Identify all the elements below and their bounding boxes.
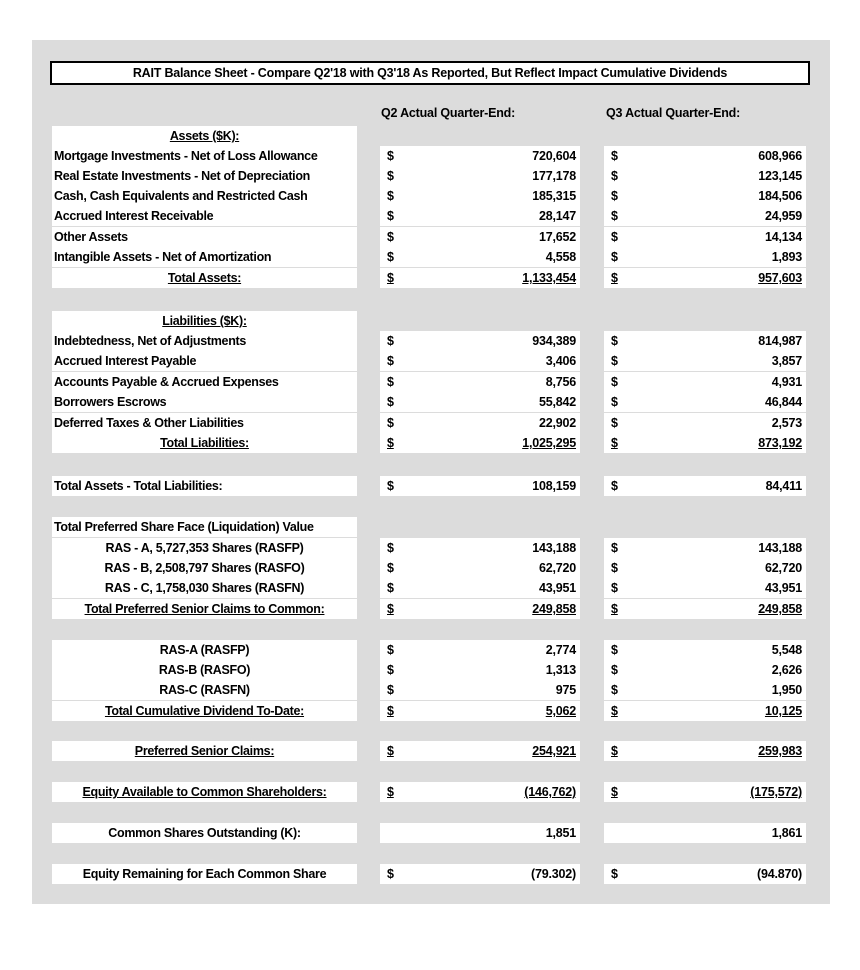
shares-outstanding-row-label: Common Shares Outstanding (K): <box>52 823 357 843</box>
preferred-row-q2-cell <box>380 558 580 578</box>
currency-symbol: $ <box>387 436 394 450</box>
currency-symbol: $ <box>611 643 618 657</box>
preferred-row-label: RAS - B, 2,508,797 Shares (RASFO) <box>52 558 357 578</box>
currency-symbol: $ <box>387 479 394 493</box>
currency-symbol: $ <box>611 683 618 697</box>
liability-row-q3-value: 814,987 <box>758 334 802 348</box>
currency-symbol: $ <box>611 271 618 285</box>
currency-symbol: $ <box>387 250 394 264</box>
currency-symbol: $ <box>611 209 618 223</box>
preferred-header-label: Total Preferred Share Face (Liquidation) Value <box>52 517 357 537</box>
liability-row-label: Borrowers Escrows <box>52 392 357 412</box>
currency-symbol: $ <box>611 541 618 555</box>
currency-symbol: $ <box>611 704 618 718</box>
equity-common-row-q3-value: (175,572) <box>750 785 802 799</box>
dividend-row-q3-cell <box>604 660 806 680</box>
asset-row-q3-value: 24,959 <box>764 209 802 223</box>
asset-row-label: Other Assets <box>52 227 357 247</box>
asset-row-label: Real Estate Investments - Net of Depreciation <box>52 166 357 186</box>
currency-symbol: $ <box>611 416 618 430</box>
net-assets-row-q2-cell <box>380 476 580 496</box>
preferred-row-q3-cell <box>604 538 806 558</box>
asset-row-q2-value: 4,558 <box>545 250 576 264</box>
asset-row-q2-value: 177,178 <box>532 169 576 183</box>
asset-row-label: Mortgage Investments - Net of Loss Allowance <box>52 146 357 166</box>
liability-row-q3-cell <box>604 372 806 392</box>
liability-row-label: Deferred Taxes & Other Liabilities <box>52 413 357 433</box>
equity-common-row-label: Equity Available to Common Shareholders: <box>52 782 357 802</box>
currency-symbol: $ <box>387 169 394 183</box>
currency-symbol: $ <box>387 149 394 163</box>
liability-row-q2-value: 55,842 <box>538 395 576 409</box>
currency-symbol: $ <box>611 169 618 183</box>
asset-row-q3-value: 123,145 <box>758 169 802 183</box>
total-assets-row-q2-value: 1,133,454 <box>522 271 576 285</box>
currency-symbol: $ <box>611 744 618 758</box>
currency-symbol: $ <box>611 189 618 203</box>
total-assets-row-q3-cell <box>604 268 806 288</box>
total-dividend-row-q2-value: 5,062 <box>545 704 576 718</box>
currency-symbol: $ <box>387 561 394 575</box>
preferred-row-q3-value: 43,951 <box>764 581 802 595</box>
preferred-row-q2-value: 43,951 <box>538 581 576 595</box>
asset-row-q2-value: 720,604 <box>532 149 576 163</box>
preferred-row-q2-cell <box>380 538 580 558</box>
liability-row-label: Accounts Payable & Accrued Expenses <box>52 372 357 392</box>
total-liabilities-row-q2-value: 1,025,295 <box>522 436 576 450</box>
preferred-row-q3-cell <box>604 578 806 598</box>
liability-row-label: Indebtedness, Net of Adjustments <box>52 331 357 351</box>
shares-outstanding-row-q2-cell <box>380 823 580 843</box>
asset-row-q3-value: 1,893 <box>771 250 802 264</box>
dividend-row-label: RAS-B (RASFO) <box>52 660 357 680</box>
asset-row-q2-cell <box>380 146 580 166</box>
asset-row-label: Cash, Cash Equivalents and Restricted Cash <box>52 186 357 206</box>
liability-row-q3-cell <box>604 331 806 351</box>
net-assets-row-q2-value: 108,159 <box>532 479 576 493</box>
asset-row-q2-cell <box>380 166 580 186</box>
senior-claims-row-q3-cell <box>604 741 806 761</box>
dividend-row-q3-cell <box>604 640 806 660</box>
per-share-row-q3-cell <box>604 864 806 884</box>
asset-row-q2-cell <box>380 206 580 226</box>
currency-symbol: $ <box>387 867 394 881</box>
total-preferred-row-q2-cell <box>380 599 580 619</box>
dividend-row-q3-cell <box>604 680 806 700</box>
dividend-row-q2-value: 1,313 <box>545 663 576 677</box>
liability-row-q3-cell <box>604 351 806 371</box>
liability-row-q2-cell <box>380 372 580 392</box>
liability-row-q2-cell <box>380 351 580 371</box>
liability-row-label: Accrued Interest Payable <box>52 351 357 371</box>
column-header-q2: Q2 Actual Quarter-End: <box>381 106 516 120</box>
currency-symbol: $ <box>611 230 618 244</box>
currency-symbol: $ <box>611 436 618 450</box>
currency-symbol: $ <box>387 785 394 799</box>
asset-row-q3-value: 184,506 <box>758 189 802 203</box>
currency-symbol: $ <box>387 602 394 616</box>
equity-common-row-q3-cell <box>604 782 806 802</box>
currency-symbol: $ <box>387 683 394 697</box>
currency-symbol: $ <box>387 230 394 244</box>
total-assets-row-label: Total Assets: <box>52 268 357 288</box>
senior-claims-row-q2-cell <box>380 741 580 761</box>
currency-symbol: $ <box>387 271 394 285</box>
net-assets-row-q3-cell <box>604 476 806 496</box>
currency-symbol: $ <box>611 250 618 264</box>
senior-claims-row-label: Preferred Senior Claims: <box>52 741 357 761</box>
asset-row-q2-cell <box>380 186 580 206</box>
total-dividend-row-label: Total Cumulative Dividend To-Date: <box>52 701 357 721</box>
currency-symbol: $ <box>611 375 618 389</box>
asset-row-label: Accrued Interest Receivable <box>52 206 357 226</box>
equity-common-row-q2-cell <box>380 782 580 802</box>
shares-outstanding-row-q3-cell <box>604 823 806 843</box>
currency-symbol: $ <box>611 354 618 368</box>
currency-symbol: $ <box>387 643 394 657</box>
asset-row-q3-cell <box>604 206 806 226</box>
currency-symbol: $ <box>387 375 394 389</box>
currency-symbol: $ <box>387 744 394 758</box>
liability-row-q2-value: 934,389 <box>532 334 576 348</box>
liability-row-q3-cell <box>604 392 806 412</box>
dividend-row-q3-value: 1,950 <box>771 683 802 697</box>
preferred-row-q3-cell <box>604 558 806 578</box>
dividend-row-q2-value: 2,774 <box>545 643 576 657</box>
asset-row-q2-value: 17,652 <box>538 230 576 244</box>
total-liabilities-row-label: Total Liabilities: <box>52 433 357 453</box>
currency-symbol: $ <box>387 663 394 677</box>
liability-row-q3-value: 3,857 <box>771 354 802 368</box>
dividend-row-q3-value: 2,626 <box>771 663 802 677</box>
senior-claims-row-q3-value: 259,983 <box>758 744 802 758</box>
asset-row-q3-cell <box>604 227 806 247</box>
total-preferred-row-q2-value: 249,858 <box>532 602 576 616</box>
per-share-row-q3-value: (94.870) <box>757 867 802 881</box>
asset-row-q2-value: 185,315 <box>532 189 576 203</box>
liability-row-q3-value: 46,844 <box>764 395 802 409</box>
liability-row-q2-cell <box>380 392 580 412</box>
asset-row-q2-cell <box>380 247 580 267</box>
liability-row-q2-value: 8,756 <box>545 375 576 389</box>
liability-row-q3-cell <box>604 413 806 433</box>
total-dividend-row-q3-value: 10,125 <box>764 704 802 718</box>
currency-symbol: $ <box>387 541 394 555</box>
currency-symbol: $ <box>387 581 394 595</box>
liabilities-header-label: Liabilities ($K): <box>52 311 357 331</box>
asset-row-q3-value: 14,134 <box>764 230 802 244</box>
total-liabilities-row-q2-cell <box>380 433 580 453</box>
total-assets-row-q3-value: 957,603 <box>758 271 802 285</box>
asset-row-q3-cell <box>604 186 806 206</box>
currency-symbol: $ <box>387 209 394 223</box>
asset-row-label: Intangible Assets - Net of Amortization <box>52 247 357 267</box>
dividend-row-label: RAS-A (RASFP) <box>52 640 357 660</box>
dividend-row-q2-value: 975 <box>555 683 576 697</box>
sheet-title: RAIT Balance Sheet - Compare Q2'18 with Q3'18 As Reported, But Reflect Impact Cumulative Dividends <box>50 61 810 85</box>
total-preferred-row-q3-value: 249,858 <box>758 602 802 616</box>
preferred-row-q2-cell <box>380 578 580 598</box>
currency-symbol: $ <box>611 395 618 409</box>
currency-symbol: $ <box>611 561 618 575</box>
preferred-row-label: RAS - C, 1,758,030 Shares (RASFN) <box>52 578 357 598</box>
dividend-row-q2-cell <box>380 660 580 680</box>
senior-claims-row-q2-value: 254,921 <box>532 744 576 758</box>
column-header-q3: Q3 Actual Quarter-End: <box>606 106 741 120</box>
liability-row-q3-value: 4,931 <box>771 375 802 389</box>
currency-symbol: $ <box>387 416 394 430</box>
liability-row-q2-value: 22,902 <box>538 416 576 430</box>
per-share-row-q2-cell <box>380 864 580 884</box>
shares-outstanding-row-q2-value: 1,851 <box>545 826 576 840</box>
asset-row-q3-cell <box>604 166 806 186</box>
preferred-row-q3-value: 143,188 <box>758 541 802 555</box>
total-liabilities-row-q3-cell <box>604 433 806 453</box>
preferred-row-q3-value: 62,720 <box>764 561 802 575</box>
asset-row-q3-value: 608,966 <box>758 149 802 163</box>
currency-symbol: $ <box>387 354 394 368</box>
preferred-row-label: RAS - A, 5,727,353 Shares (RASFP) <box>52 538 357 558</box>
total-dividend-row-q2-cell <box>380 701 580 721</box>
shares-outstanding-row-q3-value: 1,861 <box>771 826 802 840</box>
dividend-row-q2-cell <box>380 680 580 700</box>
currency-symbol: $ <box>611 479 618 493</box>
currency-symbol: $ <box>611 602 618 616</box>
currency-symbol: $ <box>611 785 618 799</box>
dividend-row-label: RAS-C (RASFN) <box>52 680 357 700</box>
currency-symbol: $ <box>611 867 618 881</box>
liability-row-q2-value: 3,406 <box>545 354 576 368</box>
liability-row-q2-cell <box>380 413 580 433</box>
asset-row-q3-cell <box>604 247 806 267</box>
currency-symbol: $ <box>611 334 618 348</box>
total-preferred-row-label: Total Preferred Senior Claims to Common: <box>52 599 357 619</box>
total-liabilities-row-q3-value: 873,192 <box>758 436 802 450</box>
liability-row-q3-value: 2,573 <box>771 416 802 430</box>
dividend-row-q2-cell <box>380 640 580 660</box>
total-preferred-row-q3-cell <box>604 599 806 619</box>
currency-symbol: $ <box>387 704 394 718</box>
asset-row-q2-cell <box>380 227 580 247</box>
dividend-row-q3-value: 5,548 <box>771 643 802 657</box>
currency-symbol: $ <box>387 189 394 203</box>
net-assets-row-label: Total Assets - Total Liabilities: <box>52 476 357 496</box>
total-dividend-row-q3-cell <box>604 701 806 721</box>
assets-header-label: Assets ($K): <box>52 126 357 146</box>
currency-symbol: $ <box>387 395 394 409</box>
asset-row-q3-cell <box>604 146 806 166</box>
currency-symbol: $ <box>611 149 618 163</box>
currency-symbol: $ <box>611 581 618 595</box>
preferred-row-q2-value: 62,720 <box>538 561 576 575</box>
net-assets-row-q3-value: 84,411 <box>765 479 802 493</box>
equity-common-row-q2-value: (146,762) <box>524 785 576 799</box>
liability-row-q2-cell <box>380 331 580 351</box>
per-share-row-label: Equity Remaining for Each Common Share <box>52 864 357 884</box>
per-share-row-q2-value: (79.302) <box>531 867 576 881</box>
currency-symbol: $ <box>611 663 618 677</box>
currency-symbol: $ <box>387 334 394 348</box>
preferred-row-q2-value: 143,188 <box>532 541 576 555</box>
asset-row-q2-value: 28,147 <box>538 209 576 223</box>
total-assets-row-q2-cell <box>380 268 580 288</box>
